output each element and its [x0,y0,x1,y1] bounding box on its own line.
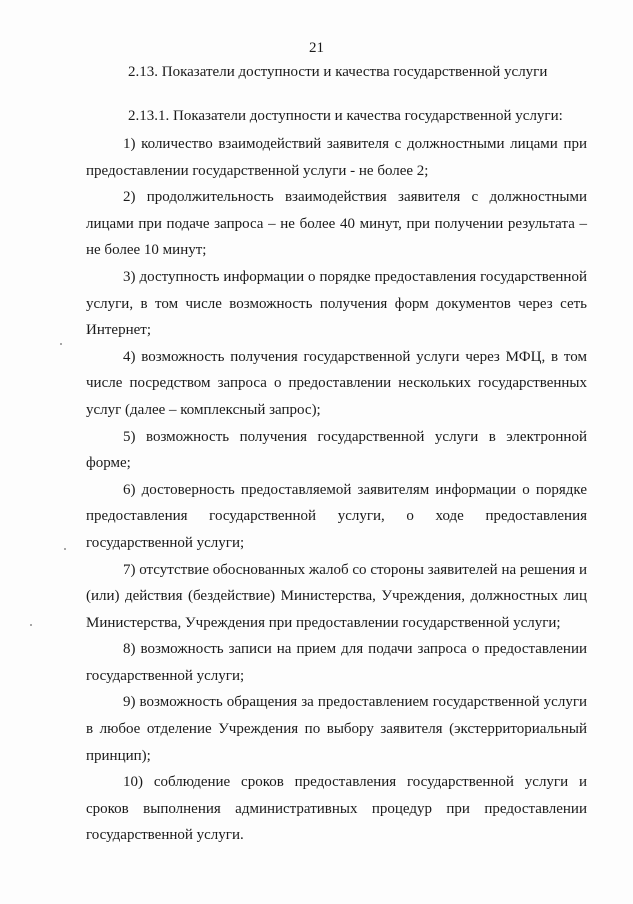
list-item: 8) возможность записи на прием для подачи запроса о предоставлении государственной услуги; [86,641,587,684]
list-item: 10) соблюдение сроков предоставления государственной услуги и сроков выполнения административных процедур при предоставлении государственной услуги. [86,774,587,844]
list-item: 1) количество взаимодействий заявителя с должностными лицами при предоставлении государственной услуги - не более 2; [86,136,587,179]
list-item: 3) доступность информации о порядке предоставления государственной услуги, в том числе возможность получения форм документов через сеть Интернет; [86,268,587,339]
list-item: 4) возможность получения государственной услуги через МФЦ, в том числе посредством запроса о предоставлении нескольких государственных услуг (далее – комплексный запрос); [86,348,587,418]
list-item: 5) возможность получения государственной услуги в электронной форме; [86,428,587,472]
scan-speck [64,548,66,550]
list-item: 9) возможность обращения за предоставлением государственной услуги в любое отделение Учреждения по выбору заявителя (экстерриториальный принцип); [86,694,587,764]
indicator-list [86,131,587,849]
scan-speck [30,624,32,626]
page-number: 21 [309,40,324,56]
section-title: 2.13. Показатели доступности и качества государственной услуги [128,64,548,80]
scan-speck [60,343,62,345]
list-item: 6) достоверность предоставляемой заявителям информации о порядке предоставления государственной услуги, о ходе предоставления государственной услуги; [86,481,587,551]
list-item: 7) отсутствие обоснованных жалоб со стороны заявителей на решения и (или) действия (бездействие) Министерства, Учреждения, должностных лиц Министерства, Учреждения при предоставлении государственной услуги; [86,561,587,631]
list-item: 2) продолжительность взаимодействия заявителя с должностными лицами при подаче запроса – не более 40 минут, при получении результата – не более 10 минут; [86,189,587,259]
subsection-title: 2.13.1. Показатели доступности и качества государственной услуги: [128,108,563,124]
